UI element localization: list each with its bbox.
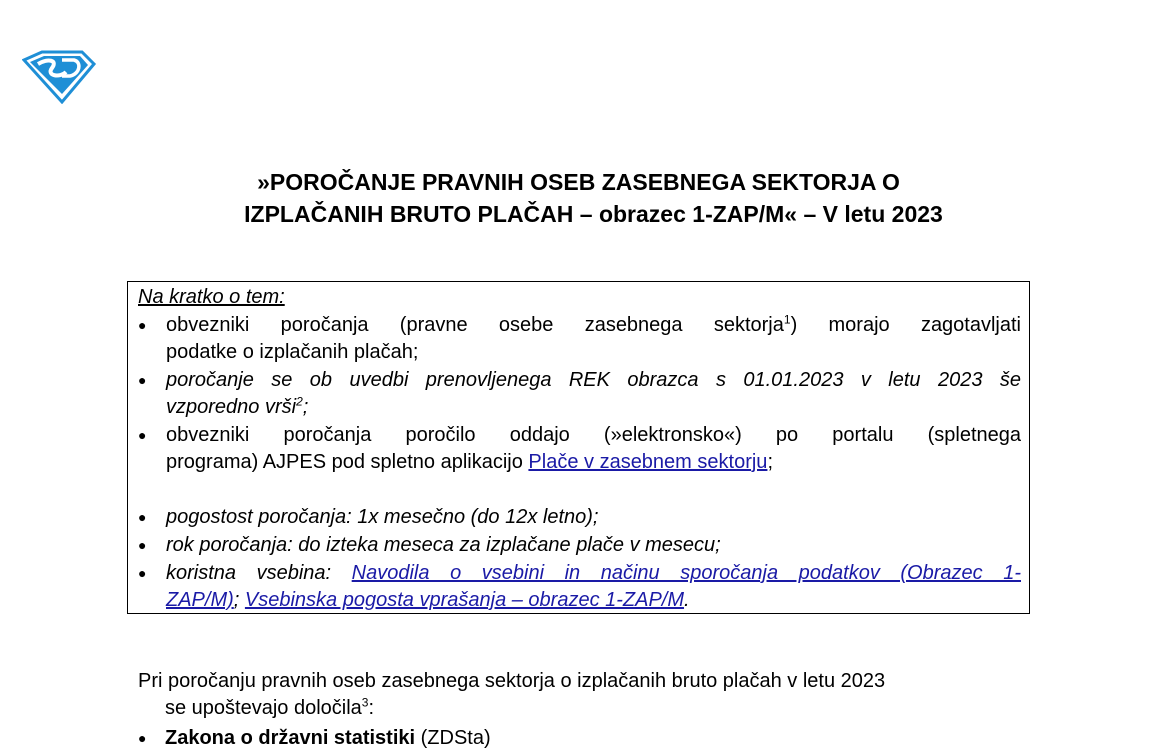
link-pogosta-vprasanja[interactable]: Vsebinska pogosta vprašanja – obrazec 1-ZAP/M [244, 589, 685, 611]
item-text: poročanje se ob uvedbi prenovljenega REK obrazca s 01.01.2023 v letu 2023 še [166, 369, 1021, 391]
summary-box: Na kratko o tem: ● obvezniki poročanja (pravne osebe zasebnega sektorja$^1$) morajo zagotavljati podatke o izplačanih plačah; ● poročanje se ob uvedbi prenovljenega REK obrazca s 01.01.2023 v letu 2023 še vzporedno vrši$^2$; ● obvezniki poročanja poročilo oddajo (»elektronsko«) po portalu (spletnega programa) AJPES pod spletno aplikacijo Plače v zasebnem sektorju; ● pogostost poročanja: 1x mesečno (do 12x letno); ● rok poročanja: do izteka meseca za izplačane plače v mesecu; ● koristna vsebina: Navodila o vsebini in načinu sporočanja podatkov (Obrazec 1- ZAP/M); Vsebinska pogosta vprašanja – obrazec 1-ZAP/M. [127, 281, 1030, 614]
paragraph-text: se upoštevajo določila [165, 697, 362, 719]
intro-paragraph: Pri poročanju pravnih oseb zasebnega sektorja o izplačanih bruto plačah v letu 2023 se upoštevajo določila$^3$: [138, 670, 886, 719]
item-text: vzporedno vrši [166, 396, 297, 418]
paragraph-text: Pri poročanju pravnih oseb zasebnega sektorja o izplačanih bruto plačah v letu 2023 [138, 670, 886, 692]
link-navodila-cont[interactable]: ZAP/M) [166, 589, 234, 611]
summary-heading: Na kratko o tem: [138, 286, 285, 308]
bullet-icon: ● [138, 537, 147, 553]
item-text: pogostost poročanja: 1x mesečno (do 12x letno); [166, 506, 599, 528]
organization-logo [22, 50, 96, 104]
footnote-ref: 1 [783, 312, 791, 327]
footnote-ref: 2 [296, 394, 303, 409]
link-navodila[interactable]: Navodila o vsebini in načinu sporočanja podatkov (Obrazec 1- [351, 562, 1021, 584]
law-abbrev: (ZDSta) [415, 727, 491, 749]
item-text: obvezniki poročanja poročilo oddajo (»elektronsko«) po portalu (spletnega [166, 424, 1021, 446]
footnote-ref: 3 [361, 695, 369, 710]
item-text: rok poročanja: do izteka meseca za izplačane plače v mesecu; [166, 534, 721, 556]
bullet-icon: ● [138, 427, 147, 443]
document-title-line-1: »POROČANJE PRAVNIH OSEB ZASEBNEGA SEKTORJA O [257, 169, 900, 195]
item-text: ) morajo zagotavljati [790, 314, 1021, 336]
bullet-icon: ● [138, 565, 147, 581]
item-text: podatke o izplačanih plačah; [166, 341, 419, 363]
law-name: Zakona o državni statistiki [165, 727, 416, 749]
bullet-icon: ● [138, 509, 147, 525]
item-text: obvezniki poročanja (pravne osebe zasebnega sektorja [166, 314, 784, 336]
bullet-icon: ● [138, 730, 147, 746]
link-place-zasebni-sektor[interactable]: Plače v zasebnem sektorju [528, 451, 768, 473]
bullet-icon: ● [138, 317, 147, 333]
document-title-line-2: IZPLAČANIH BRUTO PLAČAH – obrazec 1-ZAP/M« – V letu 2023 [244, 201, 943, 227]
bullet-icon: ● [138, 372, 147, 388]
item-text: programa) AJPES pod spletno aplikacijo [166, 451, 529, 473]
item-text: koristna vsebina: [166, 562, 352, 584]
